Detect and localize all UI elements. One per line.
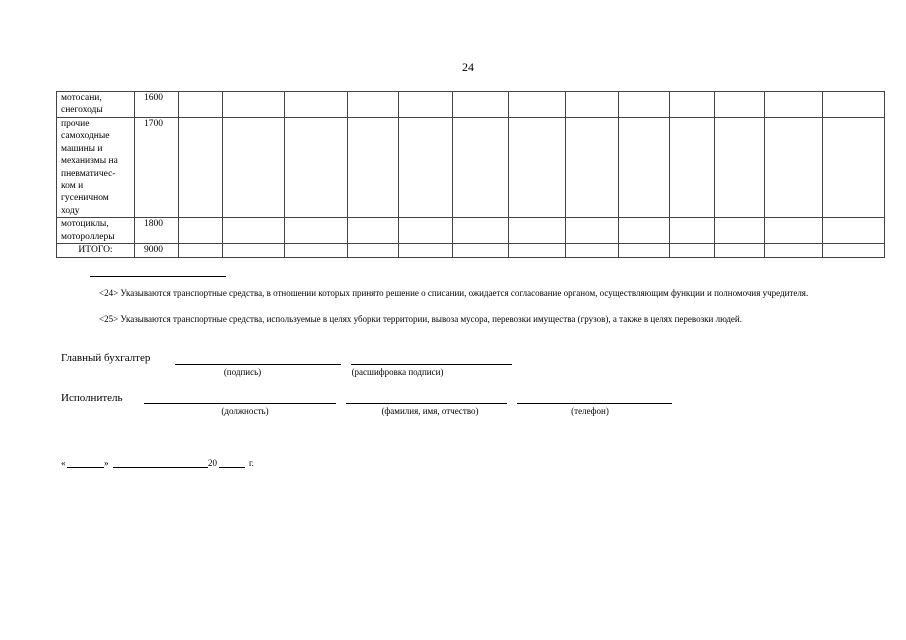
empty-value-cell [223,218,285,244]
empty-value-cell [670,92,715,118]
empty-value-cell [715,118,765,218]
vehicle-type-cell: мотосани, снегоходы [57,92,135,118]
empty-value-cell [179,118,223,218]
footnote-25: <25> Указываются транспортные средства, используемые в целях уборки территории, вывоза мусора, перевозки имущества (грузов), а также в целях перевозки людей. [99,314,742,324]
table-row [57,92,885,118]
phone-caption: (телефон) [571,406,609,416]
empty-value-cell [715,92,765,118]
signature-decoding-caption: (расшифровка подписи) [351,367,444,377]
empty-value-cell [348,244,399,258]
empty-value-cell [399,92,453,118]
date-month-line[interactable] [113,467,208,468]
total-code: 9000 [135,244,179,258]
table-row [57,218,885,244]
empty-value-cell [509,244,566,258]
empty-value-cell [765,92,823,118]
empty-value-cell [223,92,285,118]
row-code-cell: 1600 [135,92,179,118]
footnote-divider [90,276,226,277]
date-day-line[interactable] [67,467,104,468]
empty-value-cell [670,118,715,218]
empty-value-cell [566,92,619,118]
empty-value-cell [179,244,223,258]
empty-value-cell [619,244,670,258]
signature-caption: (подпись) [223,367,262,377]
date-year-line[interactable] [219,467,245,468]
empty-value-cell [453,244,509,258]
date-year-suffix: г. [249,458,254,468]
empty-value-cell [179,92,223,118]
empty-value-cell [619,218,670,244]
row-code-cell: 1800 [135,218,179,244]
chief-accountant-label: Главный бухгалтер [61,352,151,364]
empty-value-cell [399,244,453,258]
executor-label: Исполнитель [61,392,123,404]
executor-position-line[interactable] [144,403,336,404]
table-total-row [57,244,885,258]
empty-value-cell [399,218,453,244]
empty-value-cell [715,218,765,244]
position-caption: (должность) [221,406,269,416]
executor-phone-line[interactable] [517,403,672,404]
empty-value-cell [285,92,348,118]
empty-value-cell [823,218,885,244]
empty-value-cell [285,218,348,244]
empty-value-cell [566,218,619,244]
empty-value-cell [765,244,823,258]
date-close-quote: » [104,458,109,468]
empty-value-cell [715,244,765,258]
empty-value-cell [285,244,348,258]
empty-value-cell [619,92,670,118]
empty-value-cell [566,118,619,218]
empty-value-cell [453,92,509,118]
empty-value-cell [670,244,715,258]
chief-accountant-signature-line[interactable] [175,364,341,365]
empty-value-cell [399,118,453,218]
empty-value-cell [509,218,566,244]
vehicle-type-cell: прочие самоходные машины и механизмы на пневматичес- ком и гусеничном ходу [57,118,135,218]
date-year-prefix: 20 [208,458,217,468]
row-code-cell: 1700 [135,118,179,218]
empty-value-cell [348,218,399,244]
executor-name-line[interactable] [346,403,507,404]
empty-value-cell [619,118,670,218]
empty-value-cell [670,218,715,244]
empty-value-cell [348,118,399,218]
table-row [57,118,885,218]
empty-value-cell [765,218,823,244]
empty-value-cell [509,118,566,218]
empty-value-cell [348,92,399,118]
full-name-caption: (фамилия, имя, отчество) [381,406,479,416]
footnote-24: <24> Указываются транспортные средства, в отношении которых принято решение о списании, ожидается согласование органом, осуществляющим функции и полномочия учредителя. [99,288,809,298]
empty-value-cell [509,92,566,118]
vehicle-type-cell: мотоциклы, мотороллеры [57,218,135,244]
empty-value-cell [179,218,223,244]
empty-value-cell [823,118,885,218]
empty-value-cell [223,244,285,258]
page-number: 24 [462,60,474,74]
date-open-quote: « [61,458,66,468]
empty-value-cell [765,118,823,218]
empty-value-cell [823,92,885,118]
empty-value-cell [453,118,509,218]
empty-value-cell [823,244,885,258]
empty-value-cell [566,244,619,258]
vehicles-table [56,91,885,258]
empty-value-cell [285,118,348,218]
empty-value-cell [453,218,509,244]
empty-value-cell [223,118,285,218]
chief-accountant-decoding-line[interactable] [351,364,512,365]
total-label: ИТОГО: [57,244,135,258]
